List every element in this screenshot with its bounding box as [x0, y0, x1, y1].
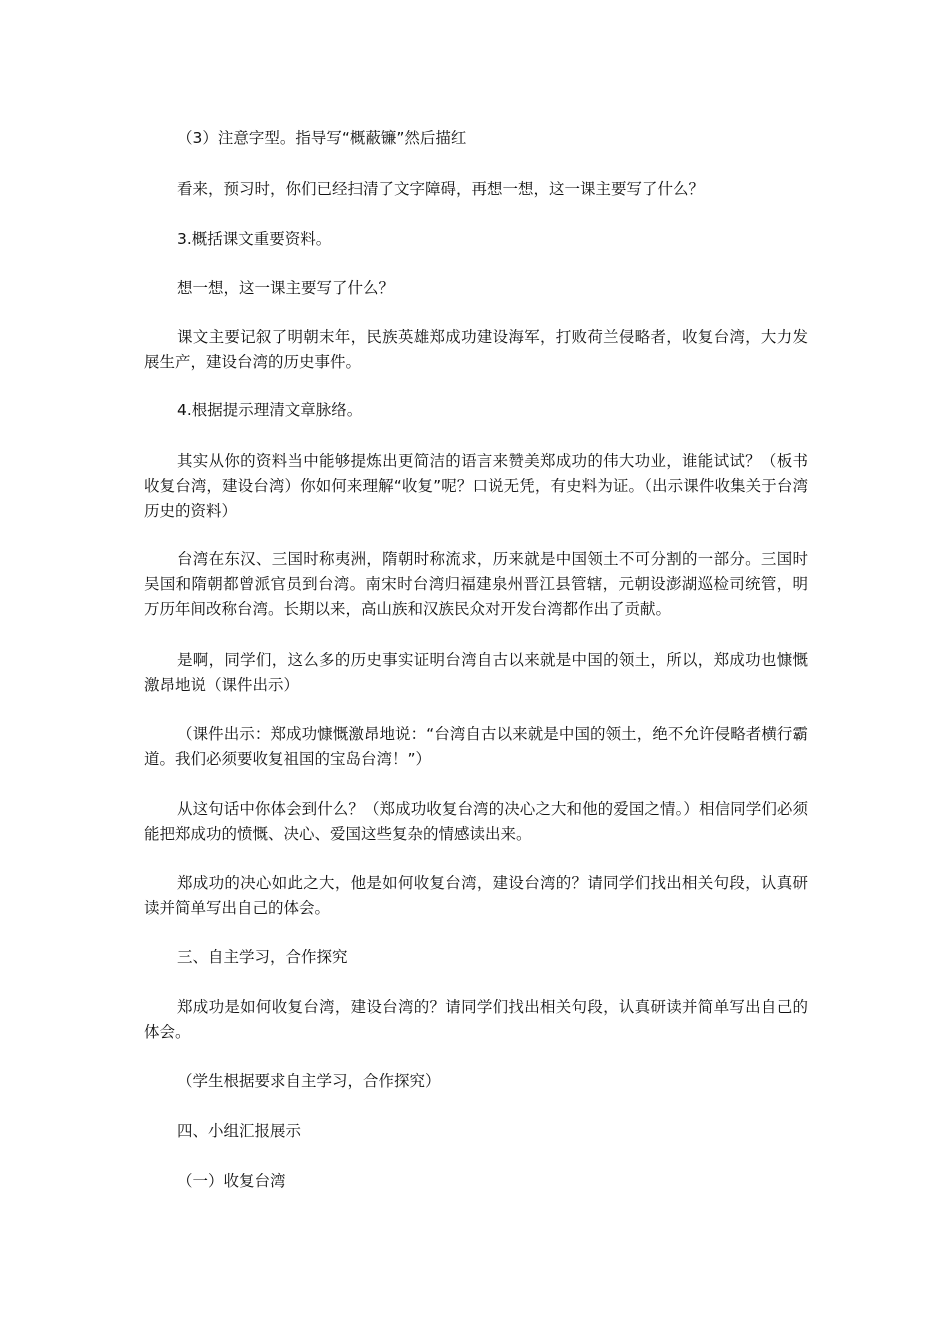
paragraph-courseware-quote: （课件出示：郑成功慷慨激昂地说：“台湾自古以来就是中国的领土，绝不允许侵略者横行霸道。我们必须要收复祖国的宝岛台湾！”）	[144, 725, 808, 768]
paragraph-feelings: 从这句话中你体会到什么？（郑成功收复台湾的决心之大和他的爱国之情。）相信同学们必须能把郑成功的愤慨、决心、爱国这些复杂的情感读出来。	[144, 800, 808, 843]
section-heading-3: 三、自主学习，合作探究	[177, 948, 348, 966]
paragraph-summary: 课文主要记叙了明朝末年，民族英雄郑成功建设海军，打败荷兰侵略者，收复台湾，大力发展生产，建设台湾的历史事件。	[144, 328, 808, 371]
paragraph-how-recovered: 郑成功是如何收复台湾，建设台湾的？请同学们找出相关句段，认真研读并简单写出自己的体会。	[144, 998, 808, 1041]
paragraph-step-4: 4.根据提示理清文章脉络。	[177, 401, 363, 419]
paragraph-step-3: 3.概括课文重要资料。	[177, 230, 332, 248]
paragraph-blackboard: 其实从你的资料当中能够提炼出更简洁的语言来赞美郑成功的伟大功业，谁能试试？（板书收复台湾，建设台湾）你如何来理解“收复”呢？口说无凭，有史料为证。（出示课件收集关于台湾历史的资料）	[144, 452, 808, 520]
paragraph-historical-facts: 是啊，同学们，这么多的历史事实证明台湾自古以来就是中国的领土，所以，郑成功也慷慨激昂地说（课件出示）	[144, 651, 808, 694]
section-heading-4: 四、小组汇报展示	[177, 1122, 302, 1140]
paragraph-taiwan-history: 台湾在东汉、三国时称夷洲，隋朝时称流求，历来就是中国领土不可分割的一部分。三国时吴国和隋朝都曾派官员到台湾。南宋时台湾归福建泉州晋江县管辖，元朝设澎湖巡检司统管，明万历年间改称台湾。长期以来，高山族和汉族民众对开发台湾都作出了贡献。	[144, 550, 808, 618]
paragraph-note-glyph-writing: （3）注意字型。指导写“概蔽镰”然后描红	[177, 129, 467, 147]
paragraph-think: 想一想，这一课主要写了什么？	[177, 279, 395, 297]
paragraph-question-main-idea: 看来，预习时，你们已经扫清了文字障碍，再想一想，这一课主要写了什么？	[177, 180, 705, 198]
paragraph-determination: 郑成功的决心如此之大，他是如何收复台湾，建设台湾的？请同学们找出相关句段，认真研读并简单写出自己的体会。	[144, 874, 808, 917]
paragraph-student-study: （学生根据要求自主学习，合作探究）	[177, 1072, 441, 1090]
subsection-heading-1: （一）收复台湾	[177, 1172, 286, 1190]
